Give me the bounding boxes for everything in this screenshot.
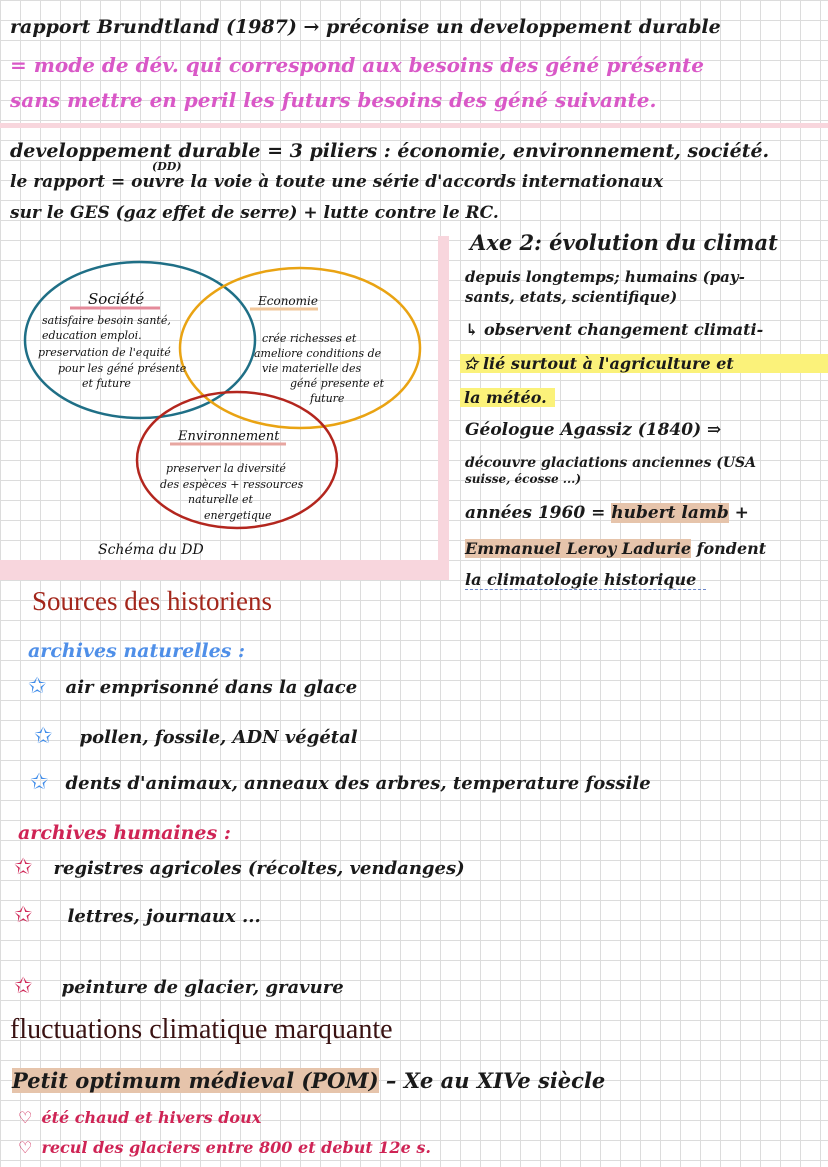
pom-bullet-2-text: recul des glaciers entre 800 et debut 12e s. [41, 1138, 431, 1157]
pom-bullet-1 [18, 1108, 261, 1127]
pom-bullet-2 [18, 1138, 431, 1157]
natural-item-1-text: air emprisonné dans la glace [65, 677, 358, 698]
right-line-4: ✩ lié surtout à l'agriculture et [460, 354, 828, 373]
right-line-2: sants, etats, scientifique) [465, 288, 678, 306]
natural-archives-label: archives naturelles : [28, 640, 246, 662]
text-line-6: sur le GES (gaz effet de serre) + lutte contre le RC. [10, 203, 499, 223]
text-line-4: developpement durable = 3 piliers : économie, environnement, société. [10, 140, 770, 162]
human-item-1 [14, 855, 465, 880]
env-line-3: naturelle et [188, 493, 253, 506]
natural-item-2-text: pollen, fossile, ADN végétal [79, 727, 358, 748]
text-line-3: sans mettre en peril les futurs besoins des géné suivante. [10, 88, 657, 112]
societe-line-1: satisfaire besoin santé, [42, 314, 171, 327]
fondent-text: fondent [691, 539, 767, 558]
dd-note: (DD) [152, 160, 182, 173]
human-item-1-text: registres agricoles (récoltes, vendanges) [53, 858, 465, 879]
text-line-2: = mode de dév. qui correspond aux besoins des géné présente [10, 53, 704, 77]
human-item-2 [14, 903, 261, 928]
societe-line-5: et future [82, 377, 131, 390]
right-line-6: Géologue Agassiz (1840) ⇒ [465, 420, 722, 440]
economie-line-4: géné presente et [290, 377, 385, 390]
text-line-5: le rapport = ouvre la voie à toute une série d'accords internationaux [10, 172, 664, 192]
axe2-title: Axe 2: évolution du climat [470, 230, 778, 255]
economie-line-1: crée richesses et [262, 332, 357, 345]
hubert-lamb: hubert lamb [611, 503, 729, 523]
star-icon: ✩ [30, 770, 49, 795]
right-line-1: depuis longtemps; humains (pay- [465, 268, 745, 286]
heart-icon: ♡ [18, 1138, 33, 1157]
env-line-2: des espèces + ressources [160, 478, 304, 491]
pom-range: – Xe au XIVe siècle [378, 1068, 606, 1093]
right-line-10 [465, 539, 766, 558]
env-line-4: energetique [204, 509, 272, 522]
natural-item-3-text: dents d'animaux, anneaux des arbres, temperature fossile [65, 773, 651, 794]
star-icon: ✩ [28, 674, 47, 699]
economie-line-2: ameliore conditions de [254, 347, 382, 360]
economie-line-3: vie materielle des [262, 362, 362, 375]
economie-title: Economie [258, 294, 318, 308]
human-item-2-text: lettres, journaux ... [67, 906, 261, 927]
human-item-3 [14, 974, 344, 999]
right-line-9 [465, 503, 749, 523]
diagram-caption: Schéma du DD [98, 542, 204, 558]
human-item-3-text: peinture de glacier, gravure [61, 977, 344, 998]
right-line-8: suisse, écosse ...) [465, 472, 582, 486]
text-line-1: rapport Brundtland (1987) → préconise un developpement durable [10, 16, 721, 38]
heart-icon: ♡ [18, 1108, 33, 1127]
star-icon: ✩ [14, 855, 33, 880]
societe-line-3: preservation de l'equité [38, 346, 171, 359]
right-line-11: la climatologie historique [465, 570, 706, 590]
pink-rule-top [0, 123, 828, 128]
right-line-7: découvre glaciations anciennes (USA [465, 455, 757, 471]
right-line-3: ↳ observent changement climati- [465, 320, 764, 339]
economie-line-5: future [310, 392, 345, 405]
sources-heading: Sources des historiens [32, 586, 272, 616]
natural-item-2 [34, 724, 358, 749]
star-icon: ✩ [34, 724, 53, 749]
plus-sign: + [728, 503, 749, 523]
natural-item-3 [30, 770, 651, 795]
societe-title: Société [88, 290, 145, 308]
human-archives-label: archives humaines : [18, 822, 231, 844]
years-1960-text: années 1960 = [465, 503, 612, 523]
star-icon: ✩ [14, 903, 33, 928]
env-line-1: preserver la diversité [166, 462, 286, 475]
env-title: Environnement [178, 429, 280, 444]
star-icon: ✩ [14, 974, 33, 999]
dd-venn-diagram [0, 260, 440, 570]
fluctuations-heading: fluctuations climatique marquante [10, 1014, 393, 1045]
pom-title: Petit optimum médieval (POM) [12, 1068, 379, 1093]
environnement-circle [137, 392, 337, 528]
societe-line-2: education emploi. [42, 329, 142, 342]
right-line-5: la météo. [460, 388, 555, 407]
societe-line-4: pour les géné présente [58, 362, 187, 375]
pom-line [12, 1068, 605, 1093]
emmanuel-leroy-ladurie: Emmanuel Leroy Ladurie [465, 539, 692, 558]
pom-bullet-1-text: été chaud et hivers doux [41, 1108, 262, 1127]
natural-item-1 [28, 674, 357, 699]
